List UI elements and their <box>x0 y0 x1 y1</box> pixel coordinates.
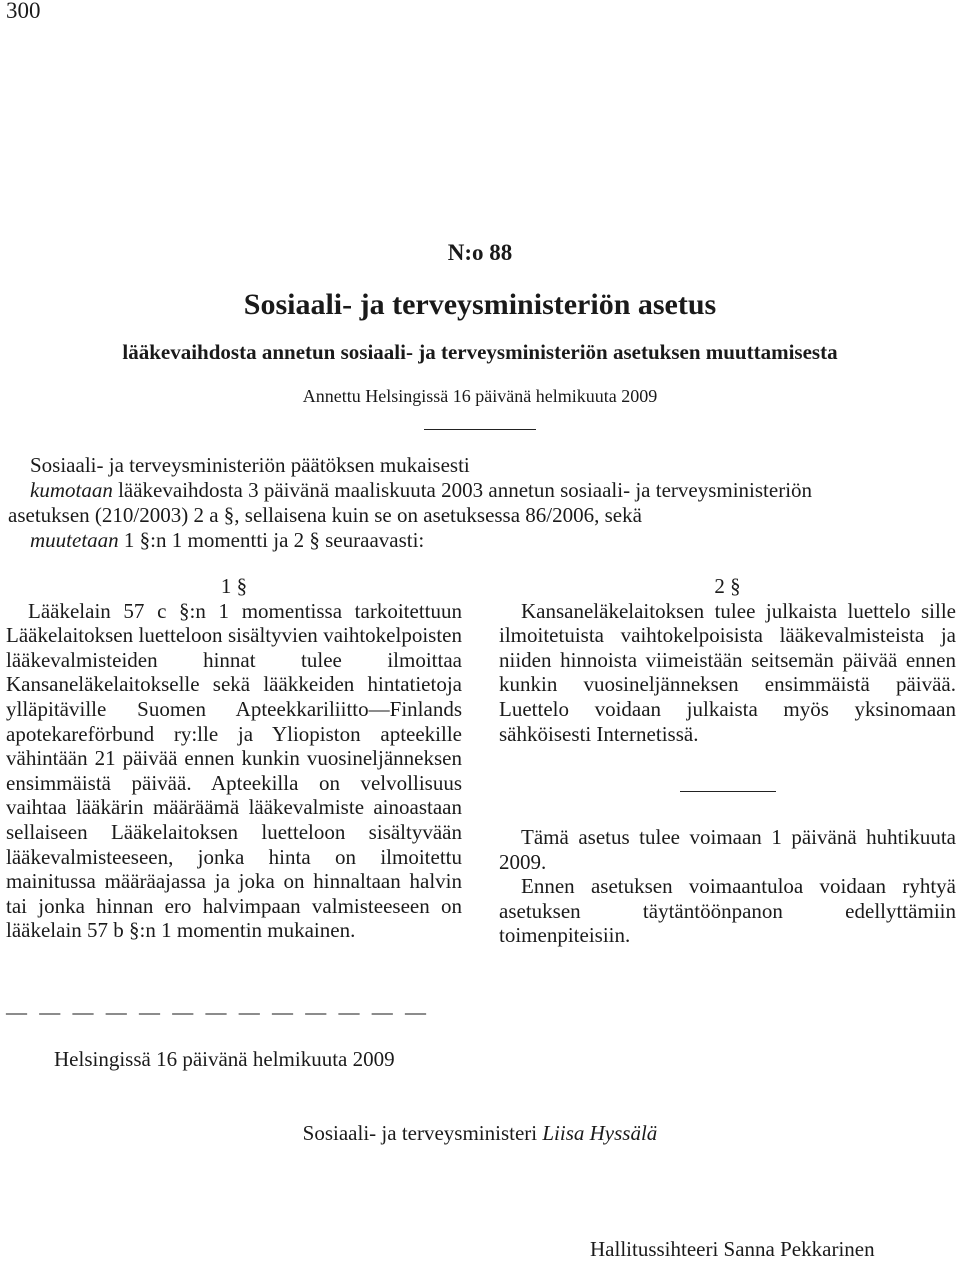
minister-title: Sosiaali- ja terveysministeri <box>302 1121 543 1145</box>
preamble <box>8 453 956 553</box>
place-and-date: Helsingissä 16 päivänä helmikuuta 2009 <box>54 1047 395 1071</box>
date-given: Annettu Helsingissä 16 päivänä helmikuuta 2009 <box>302 386 658 406</box>
repeal-keyword: kumotaan <box>30 478 113 502</box>
document-subtitle: lääkevaihdosta annetun sosiaali- ja terveysministeriön asetuksen muuttamisesta <box>122 340 838 364</box>
section-1-body: Lääkelain 57 c §:n 1 momentissa tarkoitettuun Lääkelaitoksen luetteloon sisältyvien vaihtokelpoisten lääkevalmisteiden hinnat tulee ilmoittaa Kansaneläkelaitokselle sekä lääkkeiden hintatietoja ylläpitäville Suomen Apteekkariliitto—Finlands apotekareförbund ry:lle ja Yliopiston apteekille vähintään 21 päivää ennen kunkin vuosineljänneksen ensimmäistä päivää. Apteekilla on velvollisuus vaihtaa lääkärin määräämä lääkevalmiste ainoastaan sellaiseen Lääkelaitoksen luetteloon sisältyvään lääkevalmisteeseen, jonka hinta on ilmoitettu mainitussa määräajassa ja joka on hinnaltaan halvin tai jonka hinnan ero halvimpaan valmisteeseen on lääkelain 57 b §:n 1 momentin mukainen. <box>6 598 462 943</box>
preamble-line: Sosiaali- ja terveysministeriön päätöksen mukaisesti <box>30 453 470 477</box>
repeal-text: lääkevaihdosta 3 päivänä maaliskuuta 2003 annetun sosiaali- ja terveysministeriön <box>112 478 813 502</box>
amend-clause <box>8 528 956 553</box>
entry-into-force <box>499 825 956 948</box>
separator-rule <box>680 791 776 792</box>
amend-keyword: muutetaan <box>30 528 119 552</box>
left-column <box>6 574 462 943</box>
repeal-clause-cont: asetuksen (210/2003) 2 a §, sellaisena kuin se on asetuksessa 86/2006, sekä <box>8 503 642 527</box>
page-number: 300 <box>6 0 41 23</box>
separator-rule <box>424 429 536 430</box>
amend-text: 1 §:n 1 momentti ja 2 § seuraavasti: <box>118 528 425 552</box>
counter-signature: Hallitussihteeri Sanna Pekkarinen <box>590 1237 875 1261</box>
right-column <box>499 574 956 746</box>
section-1-heading: 1 § <box>220 574 248 598</box>
entry-into-force-text: Tämä asetus tulee voimaan 1 päivänä huhtikuuta 2009. <box>499 825 956 874</box>
minister-name: Liisa Hyssälä <box>542 1121 658 1145</box>
section-2-heading: 2 § <box>714 574 741 598</box>
transitional-text: Ennen asetuksen voimaantuloa voidaan ryhtyä asetuksen täytäntöönpanon edellyttämiin toimenpiteisiin. <box>499 874 956 948</box>
document-title: Sosiaali- ja terveysministeriön asetus <box>243 288 717 321</box>
minister-signature <box>0 1121 960 1146</box>
repeal-clause <box>8 478 956 503</box>
statute-number: N:o 88 <box>447 240 513 265</box>
omission-marks: — — — — — — — — — — — — — <box>6 1000 426 1024</box>
section-2-body: Kansaneläkelaitoksen tulee julkaista luettelo sille ilmoitetuista vaihtokelpoisista lääkevalmisteista ja niiden hinnoista viimeistään seitsemän päivää ennen kunkin vuosineljänneksen ensimmäistä päivää. Luettelo voidaan julkaista myös yksinomaan sähköisesti Internetissä. <box>499 598 956 746</box>
